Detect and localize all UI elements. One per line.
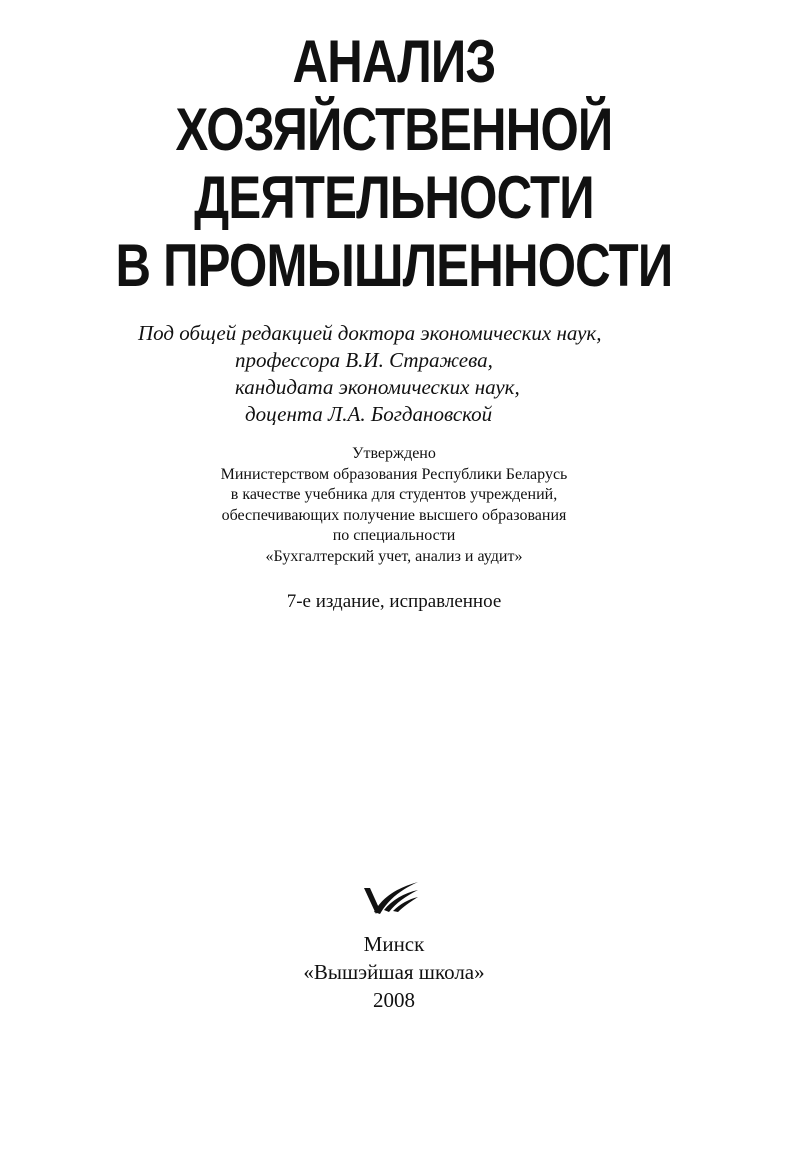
approval-line-1: Утверждено xyxy=(352,445,436,462)
approval-line-3: в качестве учебника для студентов учреждений, xyxy=(230,486,558,503)
title-line-4: В ПРОМЫШЛЕННОСТИ xyxy=(115,232,673,299)
approval-line-6: «Бухгалтерский учет, анализ и аудит» xyxy=(265,547,523,565)
title-line-1: АНАЛИЗ xyxy=(292,28,496,95)
editors-line-1: Под общей редакцией доктора экономических наук, xyxy=(138,321,602,345)
approval-line-4: обеспечивающих получение высшего образования xyxy=(221,506,567,524)
publisher-name: «Вышэйшая школа» xyxy=(303,960,485,984)
editors-block xyxy=(138,320,698,428)
title-line-3: ДЕЯТЕЛЬНОСТИ xyxy=(194,164,594,231)
approval-line-2: Министерством образования Республики Беларусь xyxy=(220,465,568,483)
editors-line-2: профессора В.И. Стражева, xyxy=(235,348,493,372)
book-title xyxy=(0,28,788,300)
publication-year: 2008 xyxy=(373,988,415,1012)
approval-line-5: по специальности xyxy=(332,527,456,544)
publisher-imprint xyxy=(0,930,788,1014)
title-line-2: ХОЗЯЙСТВЕННОЙ xyxy=(175,96,613,163)
edition-note: 7-е издание, исправленное xyxy=(286,591,502,612)
editors-line-4: доцента Л.А. Богдановской xyxy=(245,402,493,426)
publisher-city: Минск xyxy=(363,932,425,956)
editors-line-3: кандидата экономических наук, xyxy=(235,375,520,399)
approval-block xyxy=(0,444,788,567)
publisher-logo-icon xyxy=(362,880,420,916)
